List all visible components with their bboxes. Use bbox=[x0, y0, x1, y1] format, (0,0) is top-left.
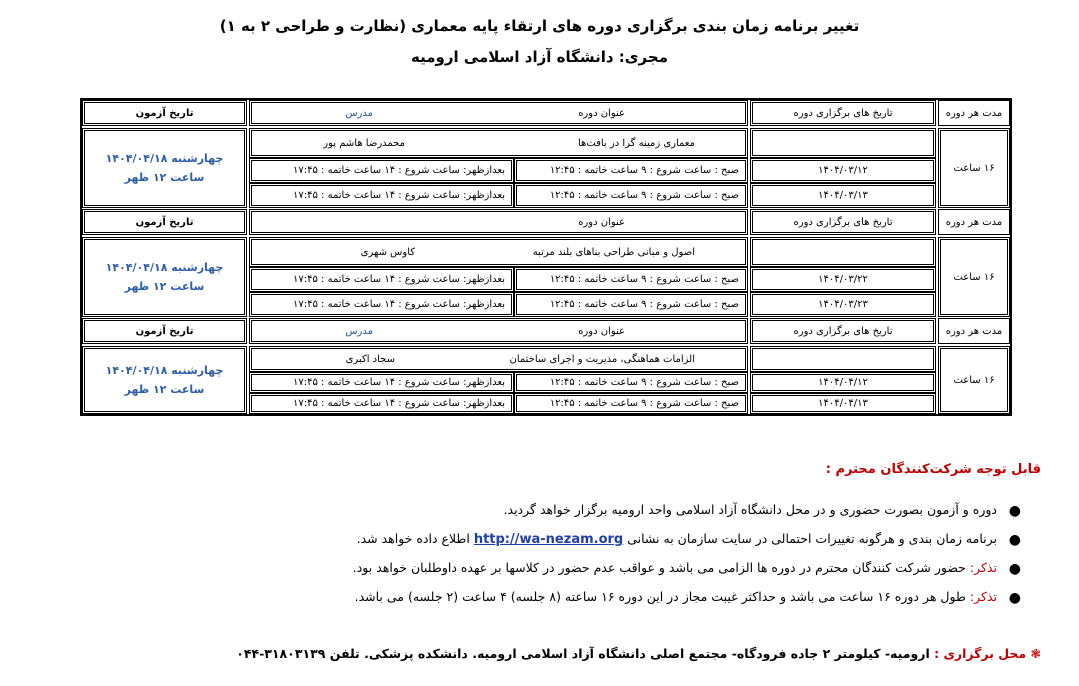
header-course-teacher bbox=[249, 100, 748, 126]
header-dates: تاریخ های برگزاری دوره bbox=[750, 318, 936, 344]
teacher-name: کاوس شهری bbox=[360, 247, 415, 258]
note-label: تذکر: bbox=[969, 560, 997, 575]
page-title: تغییر برنامه زمان بندی برگزاری دوره های ارتقاء پایه معماری (نظارت و طراحی ۲ به ۱) bbox=[219, 17, 860, 35]
header-course-teacher bbox=[249, 318, 748, 344]
header-teacher: مدرس bbox=[345, 107, 373, 119]
session-date: ۱۴۰۴/۰۳/۱۳ bbox=[750, 183, 936, 208]
course-title: الزامات هماهنگی، مدیریت و اجرای ساختمان bbox=[509, 354, 695, 365]
morning-session: صبح : ساعت شروع : ۹ ساعت خاتمه : ۱۲:۴۵ bbox=[514, 183, 748, 208]
afternoon-session: بعدازظهر: ساعت شروع : ۱۴ ساعت خاتمه : ۱۷:۴۵ bbox=[249, 372, 514, 393]
afternoon-session: بعدازظهر: ساعت شروع : ۱۴ ساعت خاتمه : ۱۷:۴۵ bbox=[249, 393, 514, 414]
morning-session: صبح : ساعت شروع : ۹ ساعت خاتمه : ۱۲:۴۵ bbox=[514, 292, 748, 317]
teacher-name: سجاد اکبری bbox=[345, 354, 395, 365]
note-text: اطلاع داده خواهد شد. bbox=[356, 531, 470, 546]
header-exam: تاریخ آزمون bbox=[82, 318, 247, 344]
header-duration: مدت هر دوره bbox=[938, 318, 1010, 344]
note-text: طول هر دوره ۱۶ ساعت می باشد و حداکثر غیبت مجاز در این دوره ۱۶ ساعته (۸ جلسه) ۴ ساعت (۲ جلسه) می باشد. bbox=[354, 589, 966, 604]
header-duration: مدت هر دوره bbox=[938, 209, 1010, 235]
exam-time: ساعت ۱۲ ظهر bbox=[124, 171, 205, 184]
header-dates: تاریخ های برگزاری دوره bbox=[750, 100, 936, 126]
course-title: معماری زمینه گرا در بافت‌ها bbox=[577, 138, 695, 149]
page-subtitle: مجری: دانشگاه آزاد اسلامی ارومیه bbox=[411, 48, 668, 66]
note-text: حضور شرکت کنندگان محترم در دوره ها الزامی می باشد و عواقب عدم حضور در کلاسها بر عهده داوطلبان خواهد بود. bbox=[352, 560, 966, 575]
note-item-1 bbox=[121, 500, 1021, 529]
exam-date-cell bbox=[82, 237, 247, 317]
afternoon-session: بعدازظهر: ساعت شروع : ۱۴ ساعت خاتمه : ۱۷:۴۵ bbox=[249, 292, 514, 317]
notice-heading: قابل توجه شرکت‌کنندگان محترم : bbox=[825, 462, 1041, 477]
exam-date-cell bbox=[82, 128, 247, 208]
header-teacher: مدرس bbox=[345, 325, 373, 337]
header-course: عنوان دوره bbox=[578, 107, 625, 119]
venue-label: محل برگزاری : bbox=[934, 646, 1027, 661]
session-date: ۱۴۰۴/۰۴/۱۳ bbox=[750, 393, 936, 414]
morning-session: صبح : ساعت شروع : ۹ ساعت خاتمه : ۱۲:۴۵ bbox=[514, 158, 748, 183]
session-date: ۱۴۰۴/۰۳/۱۲ bbox=[750, 158, 936, 183]
star-icon: ❃ bbox=[1030, 646, 1041, 661]
session-date: ۱۴۰۴/۰۳/۲۲ bbox=[750, 267, 936, 292]
exam-time: ساعت ۱۲ ظهر bbox=[124, 280, 205, 293]
note-label: تذکر: bbox=[969, 589, 997, 604]
afternoon-session: بعدازظهر: ساعت شروع : ۱۴ ساعت خاتمه : ۱۷:۴۵ bbox=[249, 158, 514, 183]
duration-cell: ۱۶ ساعت bbox=[938, 346, 1010, 414]
afternoon-session: بعدازظهر: ساعت شروع : ۱۴ ساعت خاتمه : ۱۷:۴۵ bbox=[249, 267, 514, 292]
morning-session: صبح : ساعت شروع : ۹ ساعت خاتمه : ۱۲:۴۵ bbox=[514, 267, 748, 292]
course-block-1 bbox=[82, 100, 1010, 208]
bullet-icon: ● bbox=[1008, 532, 1021, 548]
course-block-2 bbox=[82, 209, 1010, 317]
exam-date: چهارشنبه ۱۴۰۴/۰۴/۱۸ bbox=[105, 364, 224, 377]
course-teacher-row bbox=[249, 128, 748, 158]
morning-session: صبح : ساعت شروع : ۹ ساعت خاتمه : ۱۲:۴۵ bbox=[514, 372, 748, 393]
header-exam: تاریخ آزمون bbox=[82, 209, 247, 235]
venue-line bbox=[236, 646, 1041, 661]
course-teacher-row bbox=[249, 346, 748, 372]
note-text: دوره و آزمون بصورت حضوری و در محل دانشگاه آزاد اسلامی واحد ارومیه برگزار خواهد گردید. bbox=[503, 502, 997, 517]
note-item-3 bbox=[121, 558, 1021, 587]
header-duration: مدت هر دوره bbox=[938, 100, 1010, 126]
header-dates: تاریخ های برگزاری دوره bbox=[750, 209, 936, 235]
website-link[interactable]: http://wa-nezam.org bbox=[473, 532, 624, 547]
morning-session: صبح : ساعت شروع : ۹ ساعت خاتمه : ۱۲:۴۵ bbox=[514, 393, 748, 414]
afternoon-session: بعدازظهر: ساعت شروع : ۱۴ ساعت خاتمه : ۱۷:۴۵ bbox=[249, 183, 514, 208]
teacher-name: محمدرضا هاشم پور bbox=[323, 138, 405, 149]
course-block-3 bbox=[82, 318, 1010, 414]
exam-date: چهارشنبه ۱۴۰۴/۰۴/۱۸ bbox=[105, 152, 224, 165]
venue-address: ارومیه- کیلومتر ۲ جاده فرودگاه- مجتمع اصلی دانشگاه آزاد اسلامی ارومیه. دانشکده پزشکی. تلفن ۳۱۸۰۳۱۳۹-۰۴۴ bbox=[236, 646, 930, 661]
header-course: عنوان دوره bbox=[578, 216, 625, 228]
exam-date: چهارشنبه ۱۴۰۴/۰۴/۱۸ bbox=[105, 261, 224, 274]
header-course: عنوان دوره bbox=[578, 325, 625, 337]
course-title: اصول و مبانی طراحی بناهای بلند مرتبه bbox=[532, 247, 695, 258]
bullet-icon: ● bbox=[1008, 590, 1021, 606]
notes-list bbox=[121, 500, 1021, 616]
note-text: برنامه زمان بندی و هرگونه تغییرات احتمالی در سایت سازمان به نشانی bbox=[627, 531, 997, 546]
bullet-icon: ● bbox=[1008, 561, 1021, 577]
session-date: ۱۴۰۴/۰۳/۲۳ bbox=[750, 292, 936, 317]
exam-time: ساعت ۱۲ ظهر bbox=[124, 383, 205, 396]
bullet-icon: ● bbox=[1008, 503, 1021, 519]
dates-blank bbox=[750, 346, 936, 372]
schedule-table bbox=[80, 98, 1012, 416]
note-item-2 bbox=[121, 529, 1021, 558]
duration-cell: ۱۶ ساعت bbox=[938, 128, 1010, 208]
header-exam: تاریخ آزمون bbox=[82, 100, 247, 126]
course-teacher-row bbox=[249, 237, 748, 267]
note-item-4 bbox=[121, 587, 1021, 616]
dates-blank bbox=[750, 128, 936, 158]
header-course-teacher bbox=[249, 209, 748, 235]
duration-cell: ۱۶ ساعت bbox=[938, 237, 1010, 317]
exam-date-cell bbox=[82, 346, 247, 414]
dates-blank bbox=[750, 237, 936, 267]
session-date: ۱۴۰۴/۰۴/۱۲ bbox=[750, 372, 936, 393]
